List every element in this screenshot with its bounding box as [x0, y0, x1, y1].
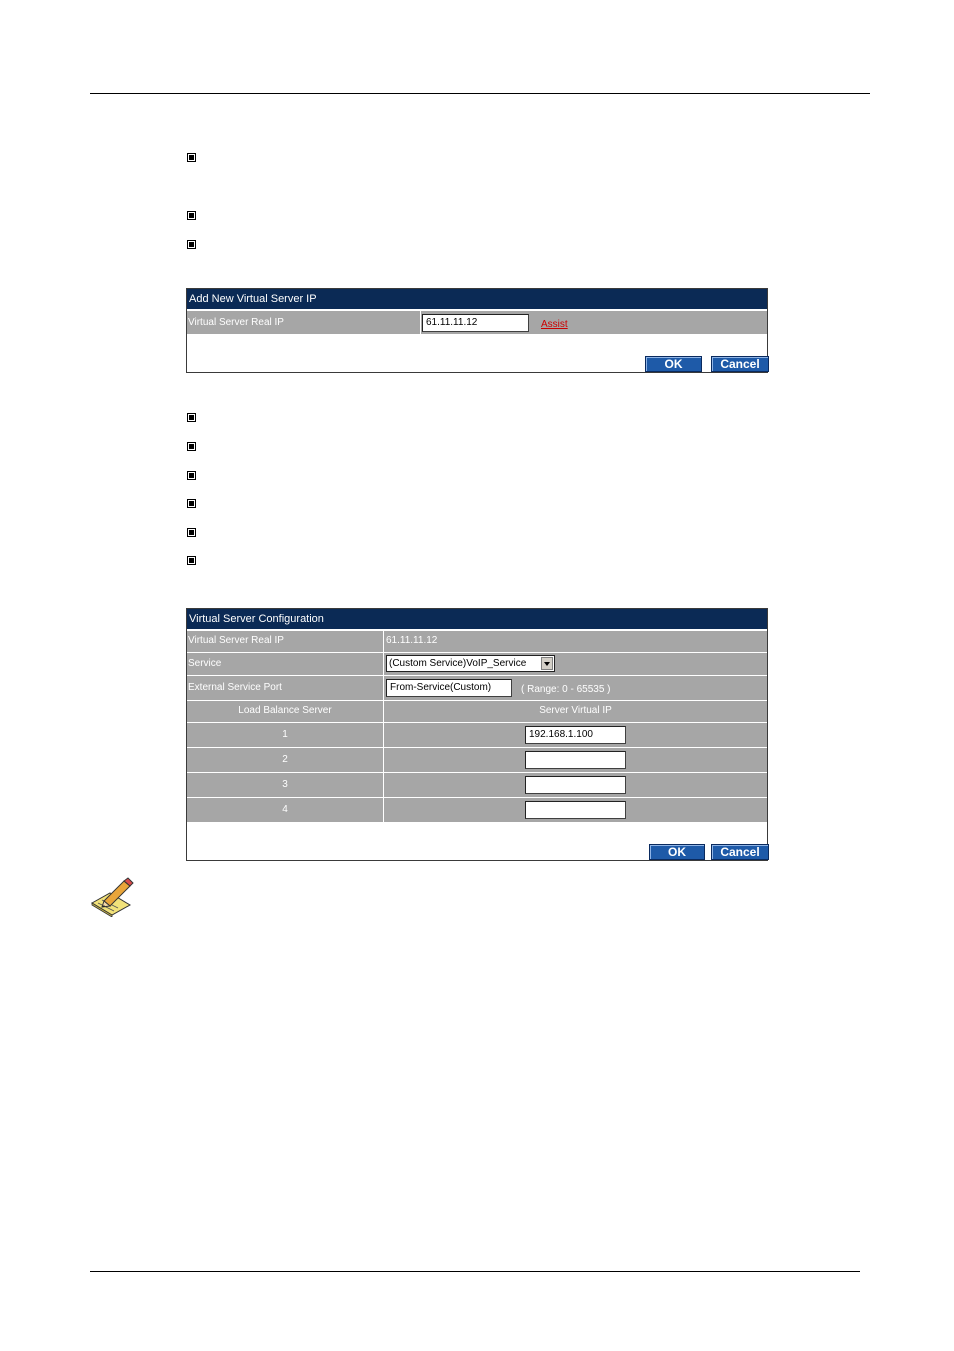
load-balance-header: Load Balance Server: [238, 705, 332, 716]
panel-title: Add New Virtual Server IP: [187, 289, 767, 309]
square-bullet-icon: [187, 442, 196, 451]
real-ip-label: Virtual Server Real IP: [188, 317, 284, 328]
square-bullet-icon: [187, 499, 196, 508]
virtual-ip-header: Server Virtual IP: [539, 705, 612, 716]
server-row: [187, 748, 767, 773]
service-label: Service: [188, 658, 222, 669]
virtual-server-configuration-panel: [186, 608, 768, 861]
square-bullet-icon: [187, 528, 196, 537]
real-ip-row: [187, 631, 767, 653]
range-text: ( Range: 0 - 65535 ): [521, 684, 611, 695]
service-row: [187, 653, 767, 676]
server-virtual-ip-input[interactable]: [525, 776, 626, 794]
assist-link[interactable]: Assist: [541, 319, 568, 330]
external-port-label: External Service Port: [188, 682, 282, 693]
footer-rule: [90, 1271, 860, 1272]
square-bullet-icon: [187, 413, 196, 422]
server-row: [187, 798, 767, 823]
server-number: 3: [282, 779, 288, 790]
server-row: [187, 773, 767, 798]
add-virtual-server-ip-panel: [186, 288, 768, 373]
square-bullet-icon: [187, 556, 196, 565]
server-number: 1: [282, 729, 288, 740]
server-number: 2: [282, 754, 288, 765]
cancel-button[interactable]: Cancel: [711, 356, 769, 372]
ok-button[interactable]: OK: [645, 356, 702, 372]
real-ip-row: [187, 311, 767, 335]
external-port-row: [187, 676, 767, 701]
server-header-row: [187, 701, 767, 723]
server-virtual-ip-input[interactable]: [525, 801, 626, 819]
square-bullet-icon: [187, 471, 196, 480]
square-bullet-icon: [187, 240, 196, 249]
chevron-down-icon[interactable]: [541, 657, 553, 670]
external-port-input[interactable]: From-Service(Custom): [386, 679, 512, 697]
pencil-note-icon: [90, 877, 134, 917]
server-virtual-ip-input[interactable]: 192.168.1.100: [525, 726, 626, 744]
ok-button[interactable]: OK: [649, 844, 705, 860]
server-virtual-ip-input[interactable]: [525, 751, 626, 769]
real-ip-label: Virtual Server Real IP: [188, 635, 284, 646]
header-rule: [90, 93, 870, 94]
square-bullet-icon: [187, 153, 196, 162]
panel-title: Virtual Server Configuration: [187, 609, 767, 629]
server-row: [187, 723, 767, 748]
real-ip-value: 61.11.11.12: [386, 635, 438, 646]
cancel-button[interactable]: Cancel: [711, 844, 769, 860]
service-select-value: (Custom Service)VoIP_Service: [389, 658, 527, 669]
service-select[interactable]: [386, 655, 555, 672]
square-bullet-icon: [187, 211, 196, 220]
real-ip-input[interactable]: 61.11.11.12: [422, 314, 529, 332]
server-number: 4: [282, 804, 288, 815]
